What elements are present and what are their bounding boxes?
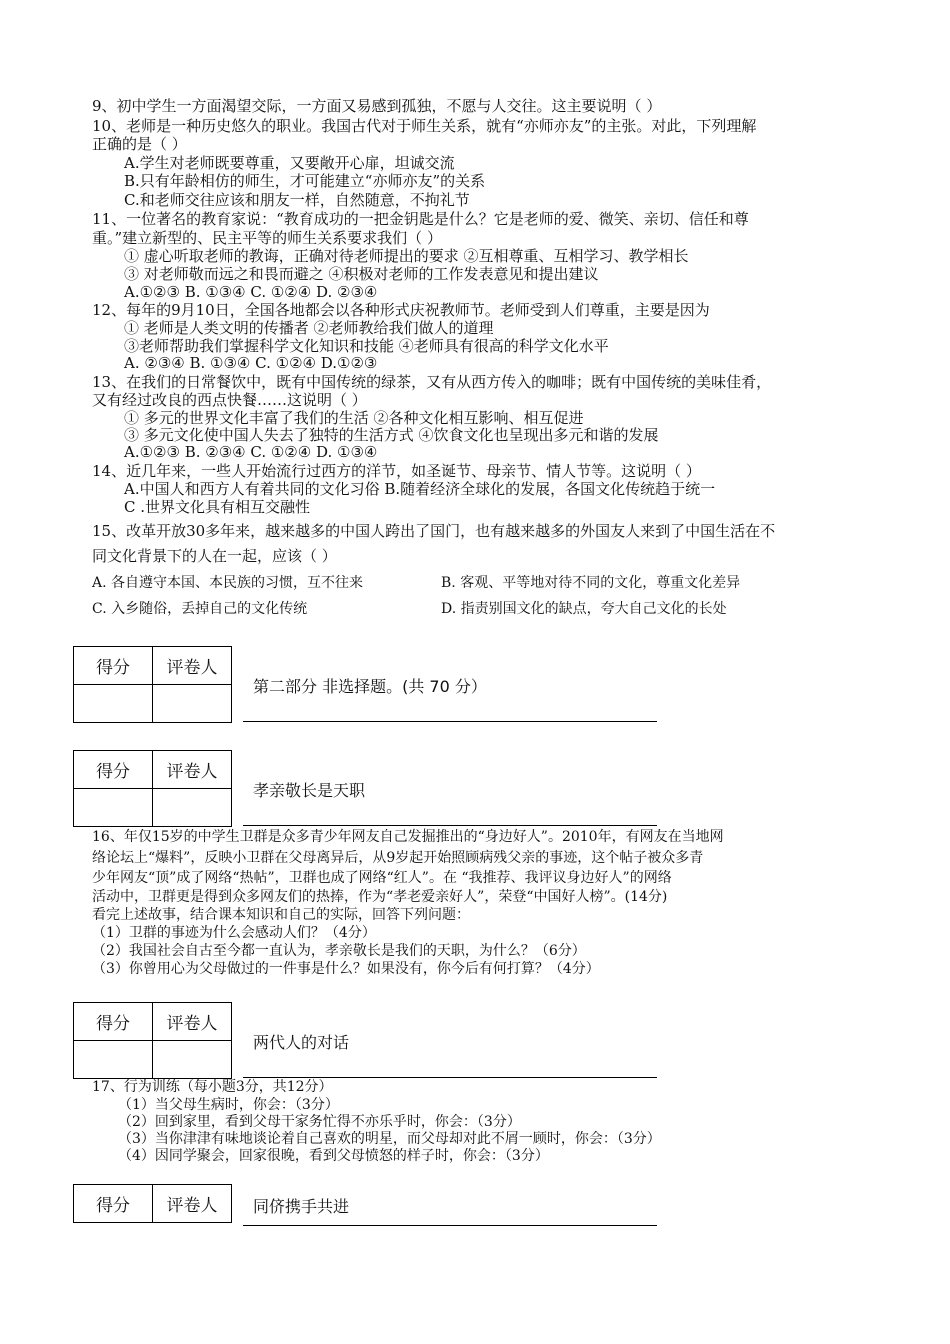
grader-header: 评卷人	[153, 647, 232, 685]
question-17-sub-1: （1）当父母生病时，你会：（3分）	[118, 1097, 339, 1113]
question-11-statements-2: ③ 对老师敬而远之和畏而避之 ④积极对老师的工作发表意见和提出建议	[124, 265, 599, 283]
question-16-line-4: 活动中，卫群更是得到众多网友们的热捧，作为“孝老爱亲好人”，荣登“中国好人榜”。(14分)	[92, 889, 668, 905]
question-13-choices: A.①②③ B. ②③④ C. ①②④ D. ①③④	[124, 443, 378, 461]
question-15-option-a: A. 各自遵守本国、本民族的习惯，互不往来	[92, 575, 364, 591]
grader-cell[interactable]	[153, 685, 232, 723]
question-9: 9、初中学生一方面渴望交际，一方面又易感到孤独，不愿与人交往。这主要说明（ ）	[92, 97, 662, 115]
question-11-stem: 11、一位著名的教育家说：“教育成功的一把金钥匙是什么？它是老师的爱、微笑、亲切、信任和尊	[92, 210, 749, 228]
section-underline	[243, 1225, 657, 1226]
grader-cell[interactable]	[153, 789, 232, 827]
score-cell[interactable]	[74, 1041, 153, 1079]
question-13-statements-2: ③ 多元文化使中国人失去了独特的生活方式 ④饮食文化也呈现出多元和谐的发展	[124, 426, 659, 444]
grader-header: 评卷人	[153, 1003, 232, 1041]
question-10-option-c: C.和老师交往应该和朋友一样，自然随意，不拘礼节	[124, 191, 470, 209]
score-box-dialogue	[73, 1002, 657, 1078]
question-13-stem: 13、在我们的日常餐饮中，既有中国传统的绿茶，又有从西方传入的咖啡；既有中国传统的美味佳肴，	[92, 373, 772, 391]
score-table	[73, 1184, 232, 1223]
question-17-sub-2: （2）回到家里，看到父母干家务忙得不亦乐乎时，你会：（3分）	[118, 1114, 521, 1130]
question-16-instruction: 看完上述故事，结合课本知识和自己的实际，回答下列问题：	[92, 907, 470, 923]
question-11-stem-cont: 重。”建立新型的、民主平等的师生关系要求我们（ ）	[92, 229, 442, 247]
score-table	[73, 750, 232, 827]
score-table	[73, 646, 232, 723]
question-16-line-2: 络论坛上“爆料”，反映小卫群在父母离异后，从9岁起开始照顾病残父亲的事迹，这个帖子被众多青	[92, 850, 704, 866]
grader-header: 评卷人	[153, 751, 232, 789]
section-title-peers: 同侪携手共进	[253, 1197, 350, 1216]
question-10-option-b: B.只有年龄相仿的师生，才可能建立“亦师亦友”的关系	[124, 172, 486, 190]
question-16-line-1: 16、年仅15岁的中学生卫群是众多青少年网友自己发掘推出的“身边好人”。2010年，有网友在当地网	[92, 829, 724, 845]
question-15-option-c: C. 入乡随俗，丢掉自己的文化传统	[92, 601, 308, 617]
score-cell[interactable]	[74, 685, 153, 723]
question-12-statements-2: ③老师帮助我们掌握科学文化知识和技能 ④老师具有很高的科学文化水平	[124, 337, 609, 355]
question-16-sub-1: （1）卫群的事迹为什么会感动人们？（4分）	[92, 925, 376, 941]
score-table	[73, 1002, 232, 1079]
grader-header: 评卷人	[153, 1185, 232, 1223]
question-12-choices: A. ②③④ B. ①③④ C. ①②④ D.①②③	[124, 354, 378, 372]
question-16-sub-3: （3）你曾用心为父母做过的一件事是什么？如果没有，你今后有何打算？（4分）	[92, 961, 600, 977]
question-10-stem: 10、老师是一种历史悠久的职业。我国古代对于师生关系，就有“亦师亦友”的主张。对此，下列理解	[92, 117, 757, 135]
grader-cell[interactable]	[153, 1041, 232, 1079]
question-12-statements-1: ① 老师是人类文明的传播者 ②老师教给我们做人的道理	[124, 319, 494, 337]
question-11-choices: A.①②③ B. ①③④ C. ①②④ D. ②③④	[124, 283, 378, 301]
section-underline	[243, 825, 657, 826]
score-cell[interactable]	[74, 789, 153, 827]
section-title-dialogue: 两代人的对话	[253, 1033, 350, 1052]
score-header: 得分	[74, 1185, 153, 1223]
question-15-option-d: D. 指责别国文化的缺点，夸大自己文化的长处	[441, 601, 727, 617]
section-title-filial: 孝亲敬长是天职	[253, 781, 366, 800]
question-14-option-c: C .世界文化具有相互交融性	[124, 498, 311, 516]
question-13-stem-cont: 又有经过改良的西点快餐……这说明（ ）	[92, 391, 367, 409]
score-box-filial	[73, 750, 657, 826]
question-16-line-3: 少年网友“顶”成了网络“热帖”，卫群也成了网络“红人”。在 “我推荐、我评议身边好人”的网络	[92, 870, 672, 886]
section-title-part2: 第二部分 非选择题。(共 70 分）	[253, 677, 487, 696]
question-10-stem-cont: 正确的是（ ）	[92, 135, 187, 153]
question-15-stem: 15、改革开放30多年来，越来越多的中国人跨出了国门，也有越来越多的外国友人来到了中国生活在不	[92, 522, 776, 540]
section-underline	[243, 1077, 657, 1078]
question-14-stem: 14、近几年来，一些人开始流行过西方的洋节，如圣诞节、母亲节、情人节等。这说明（ ）	[92, 462, 701, 480]
question-12-stem: 12、每年的9月10日，全国各地都会以各种形式庆祝教师节。老师受到人们尊重，主要是因为	[92, 301, 710, 319]
question-13-statements-1: ① 多元的世界文化丰富了我们的生活 ②各种文化相互影响、相互促进	[124, 409, 584, 427]
score-header: 得分	[74, 647, 153, 685]
question-14-options-ab: A.中国人和西方人有着共同的文化习俗 B.随着经济全球化的发展，各国文化传统趋于统一	[124, 480, 716, 498]
question-15-stem-cont: 同文化背景下的人在一起，应该（ ）	[92, 547, 337, 565]
score-header: 得分	[74, 1003, 153, 1041]
question-17-sub-4: （4）因同学聚会，回家很晚，看到父母愤怒的样子时，你会：（3分）	[118, 1148, 549, 1164]
score-header: 得分	[74, 751, 153, 789]
question-17-sub-3: （3）当你津津有味地谈论着自己喜欢的明星，而父母却对此不屑一顾时，你会：（3分）	[118, 1131, 661, 1147]
question-15-option-b: B. 客观、平等地对待不同的文化，尊重文化差异	[441, 575, 741, 591]
question-10-option-a: A.学生对老师既要尊重，又要敞开心扉，坦诚交流	[124, 154, 455, 172]
section-underline	[243, 721, 657, 722]
score-box-part2	[73, 646, 657, 722]
question-17-stem: 17、行为训练（每小题3分，共12分）	[92, 1079, 333, 1095]
question-16-sub-2: （2）我国社会自古至今都一直认为，孝亲敬长是我们的天职，为什么？（6分）	[92, 943, 586, 959]
score-box-peers	[73, 1184, 657, 1226]
question-11-statements-1: ① 虚心听取老师的教诲，正确对待老师提出的要求 ②互相尊重、互相学习、教学相长	[124, 247, 689, 265]
